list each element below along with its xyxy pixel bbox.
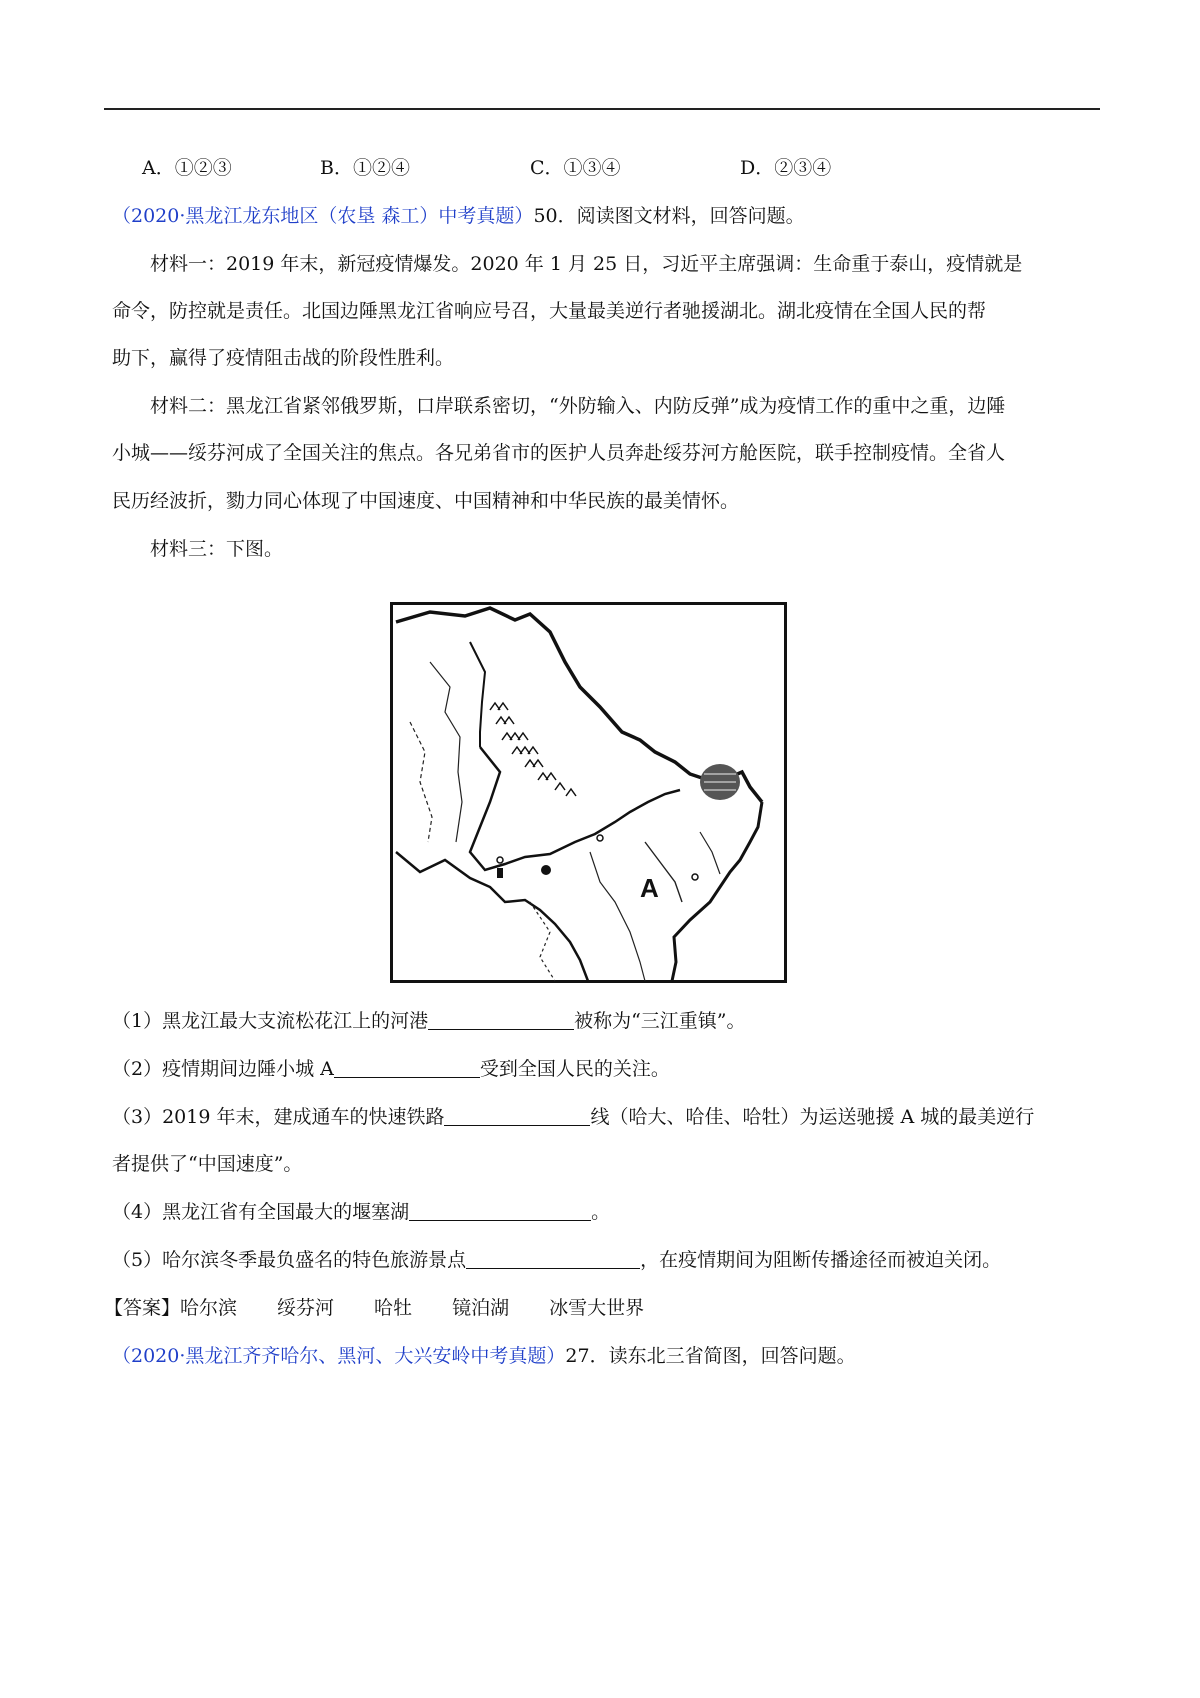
question-27-header [112, 1342, 856, 1370]
answer-blank-3[interactable] [444, 1105, 590, 1126]
answer-blank-4[interactable] [409, 1200, 591, 1221]
answer-item: 冰雪大世界 [549, 1297, 645, 1319]
sub-question-3: （3）2019 年末，建成通车的快速铁路 线（哈大、哈佳、哈牡）为运送驰援 A 城的最美逆行 [112, 1106, 1035, 1128]
material-2-line-1: 材料二：黑龙江省紧邻俄罗斯，口岸联系密切，“外防输入、内防反弹”成为疫情工作的重中之重，边陲 [150, 395, 1006, 417]
sub-question-3-line-2: 者提供了“中国速度”。 [112, 1153, 303, 1175]
answer-item: 哈牡 [374, 1297, 413, 1319]
answer-blank-5[interactable] [466, 1248, 640, 1269]
option-c: C．①③④ [530, 157, 621, 179]
sanjiang-plain-area [700, 764, 740, 800]
material-2-line-3: 民历经波折，勠力同心体现了中国速度、中国精神和中华民族的最美情怀。 [112, 490, 740, 512]
answer-item: 哈尔滨 [180, 1297, 238, 1319]
option-b: B．①②④ [320, 157, 410, 179]
answer-label: 【答案】 [104, 1297, 181, 1319]
answer-item: 绥芬河 [277, 1297, 335, 1319]
material-2-line-2: 小城——绥芬河成了全国关注的焦点。各兄弟省市的医护人员奔赴绥芬河方舱医院，联手控制疫情。全省人 [112, 442, 1006, 464]
question-27-source: （2020·黑龙江齐齐哈尔、黑河、大兴安岭中考真题） [112, 1345, 566, 1367]
city-marker [692, 874, 698, 880]
question-50-header [112, 202, 805, 230]
map-label-a: A [640, 873, 659, 903]
answer-line [104, 1294, 684, 1322]
header-rule [104, 108, 1100, 110]
sub-question-4: （4）黑龙江省有全国最大的堰塞湖 。 [112, 1201, 611, 1223]
material-3: 材料三：下图。 [150, 538, 284, 560]
material-1-line-3: 助下，赢得了疫情阻击战的阶段性胜利。 [112, 347, 455, 369]
harbin-marker [541, 865, 551, 875]
option-d: D．②③④ [740, 157, 832, 179]
city-marker [597, 835, 603, 841]
material-1-line-2: 命令，防控就是责任。北国边陲黑龙江省响应号召，大量最美逆行者驰援湖北。湖北疫情在全国人民的帮 [112, 300, 987, 322]
sub-question-2: （2）疫情期间边陲小城 A 受到全国人民的关注。 [112, 1058, 670, 1080]
answer-item: 镜泊湖 [452, 1297, 510, 1319]
sub-question-1: （1）黑龙江最大支流松花江上的河港 被称为“三江重镇”。 [112, 1010, 746, 1032]
material-1-line-1: 材料一：2019 年末，新冠疫情爆发。2020 年 1 月 25 日，习近平主席强调：生命重于泰山，疫情就是 [150, 253, 1023, 275]
city-marker [497, 857, 503, 863]
city-marker [497, 868, 503, 878]
sub-question-5: （5）哈尔滨冬季最负盛名的特色旅游景点 ，在疫情期间为阻断传播途径而被迫关闭。 [112, 1249, 1002, 1271]
answer-blank-2[interactable] [334, 1057, 480, 1078]
option-a: A．①②③ [142, 157, 232, 179]
question-50-stem: 50．阅读图文材料，回答问题。 [533, 205, 805, 227]
question-50-source: （2020·黑龙江龙东地区（农垦 森工）中考真题） [112, 205, 534, 227]
heilongjiang-map-figure [390, 602, 787, 983]
question-27-stem: 27．读东北三省简图，回答问题。 [565, 1345, 856, 1367]
answer-blank-1[interactable] [428, 1009, 574, 1030]
